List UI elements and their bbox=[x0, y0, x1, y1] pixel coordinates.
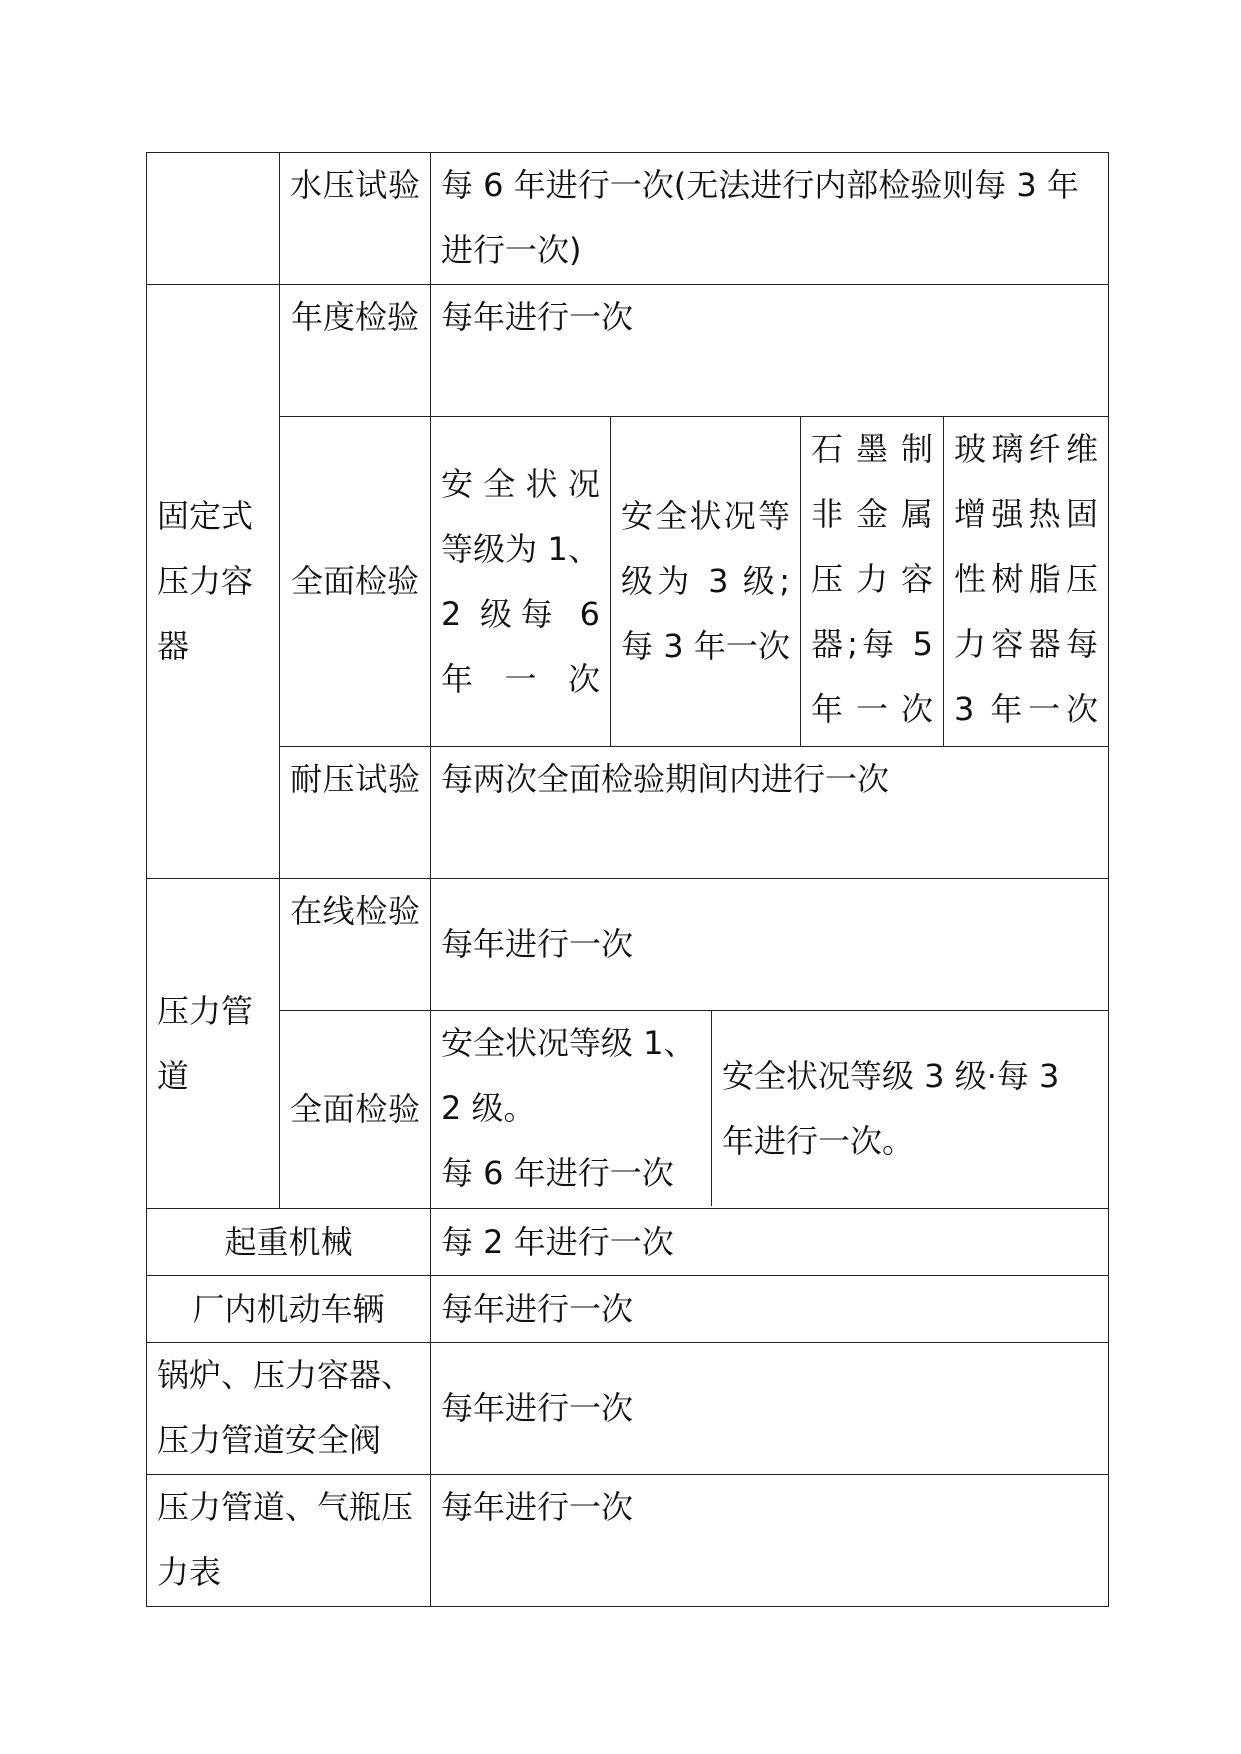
table-row bbox=[147, 285, 1109, 417]
table-row bbox=[147, 1011, 1109, 1209]
condition-cell: 安全状况等级为 3 级;每 3 年一次 bbox=[611, 417, 801, 747]
category-cell: 固定式压力容器 bbox=[147, 285, 280, 879]
item-cell: 厂内机动车辆 bbox=[147, 1276, 431, 1343]
period-cell: 每年进行一次 bbox=[431, 285, 1109, 417]
condition-text: 安全状况等级 1、2 级。 每 6 年进行一次 bbox=[441, 1024, 696, 1192]
table-row bbox=[147, 153, 1109, 285]
table-row bbox=[147, 747, 1109, 879]
item-cell: 年度检验 bbox=[280, 285, 431, 417]
table-row bbox=[147, 1276, 1109, 1343]
period-cell: 每年进行一次 bbox=[431, 1276, 1109, 1343]
inspection-schedule-table bbox=[146, 152, 1109, 1607]
item-cell: 水压试验 bbox=[280, 153, 431, 285]
item-cell: 在线检验 bbox=[280, 879, 431, 1011]
pipeline-full-inspection-cell bbox=[431, 1011, 1109, 1209]
condition-cell bbox=[431, 1011, 712, 1206]
condition-text: 安全状况等级 3 级·每 3 年进行一次。 bbox=[722, 1056, 1060, 1160]
item-cell: 压力管道、气瓶压力表 bbox=[147, 1475, 431, 1607]
period-cell: 每两次全面检验期间内进行一次 bbox=[431, 747, 1109, 879]
item-cell: 全面检验 bbox=[280, 417, 431, 747]
period-cell: 每年进行一次 bbox=[431, 879, 1109, 1011]
category-cell: 压力管道 bbox=[147, 879, 280, 1209]
condition-cell: 安全状况等级为 1、2 级每 6 年一次 bbox=[431, 417, 611, 747]
period-cell: 每年进行一次 bbox=[431, 1343, 1109, 1475]
table-row bbox=[147, 417, 1109, 747]
table-row bbox=[147, 879, 1109, 1011]
item-cell: 耐压试验 bbox=[280, 747, 431, 879]
period-cell: 每 6 年进行一次(无法进行内部检验则每 3 年进行一次) bbox=[431, 153, 1109, 285]
period-cell: 每 2 年进行一次 bbox=[431, 1209, 1109, 1276]
category-cell-empty bbox=[147, 153, 280, 285]
table-row bbox=[147, 1209, 1109, 1276]
condition-cell bbox=[712, 1011, 1108, 1206]
item-cell: 全面检验 bbox=[280, 1011, 431, 1209]
period-cell: 每年进行一次 bbox=[431, 1475, 1109, 1607]
condition-cell: 玻璃纤维增强热固性树脂压力容器每 3 年一次 bbox=[944, 417, 1109, 747]
item-cell: 锅炉、压力容器、压力管道安全阀 bbox=[147, 1343, 431, 1475]
item-cell: 起重机械 bbox=[147, 1209, 431, 1276]
table-row bbox=[147, 1343, 1109, 1475]
condition-cell: 石墨制非金属压力容器;每 5 年一次 bbox=[801, 417, 944, 747]
table-row bbox=[147, 1475, 1109, 1607]
